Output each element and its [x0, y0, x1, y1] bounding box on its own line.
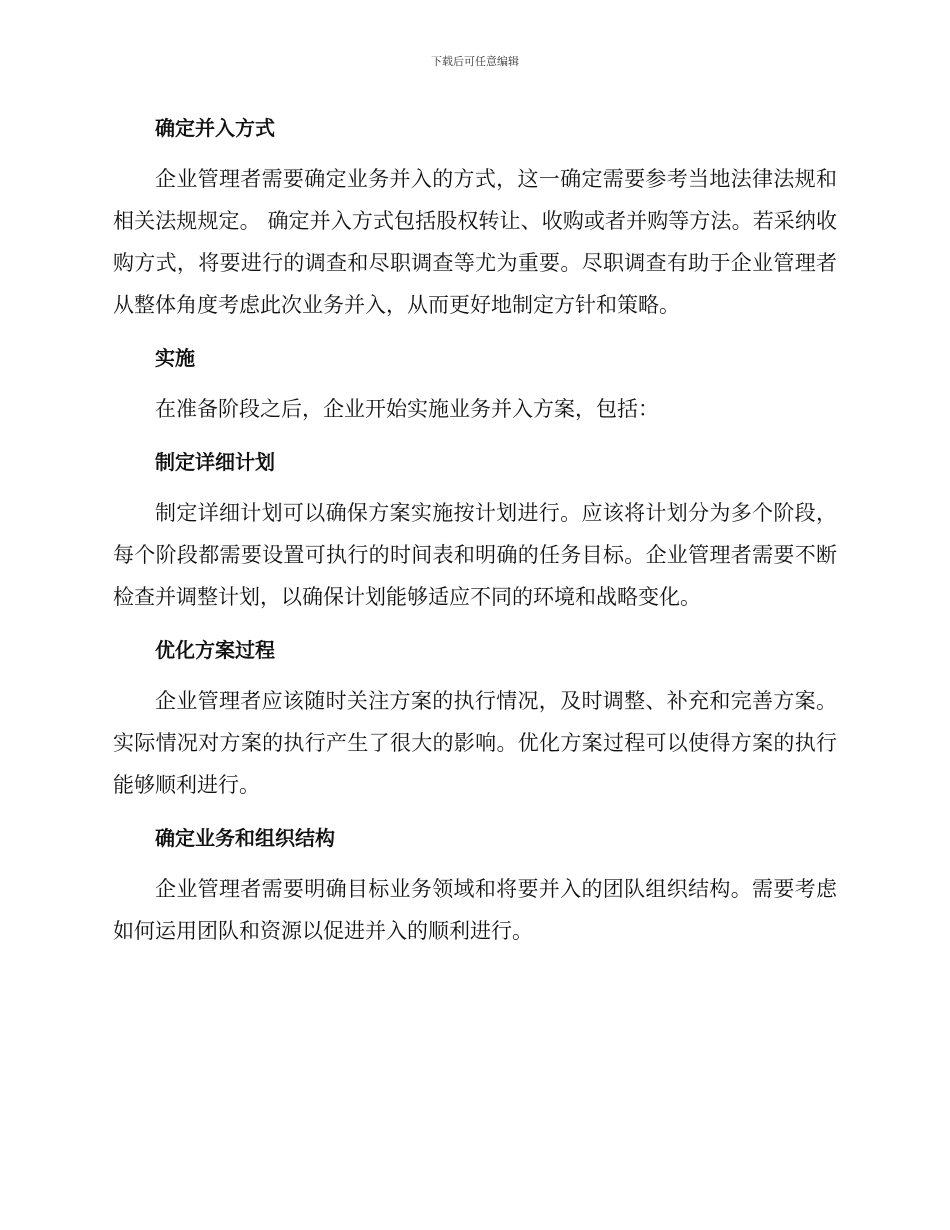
section-paragraph-merger-method: 企业管理者需要确定业务并入的方式，这一确定需要参考当地法律法规和相关法规规定。 确定并入方式包括股权转让、收购或者并购等方法。若采纳收购方式，将要进行的调查和尽职调查等尤为重要。尽职调查有助于企业管理者从整体角度考虑此次业务并入，从而更好地制定方针和策略。	[113, 167, 837, 317]
section-heading-optimize-process: 优化方案过程	[155, 638, 275, 662]
section-paragraph-optimize-process: 企业管理者应该随时关注方案的执行情况，及时调整、补充和完善方案。实际情况对方案的执行产生了很大的影响。优化方案过程可以使得方案的执行能够顺利进行。	[113, 689, 837, 797]
section-heading-business-structure: 确定业务和组织结构	[155, 826, 335, 850]
section-paragraph-business-structure: 企业管理者需要明确目标业务领域和将要并入的团队组织结构。需要考虑如何运用团队和资源以促进并入的顺利进行。	[113, 877, 837, 943]
header-note: 下载后可任意编辑	[431, 55, 519, 68]
section-paragraph-detailed-plan: 制定详细计划可以确保方案实施按计划进行。应该将计划分为多个阶段，每个阶段都需要设置可执行的时间表和明确的任务目标。企业管理者需要不断检查并调整计划，以确保计划能够适应不同的环境和战略变化。	[113, 501, 837, 609]
section-heading-detailed-plan: 制定详细计划	[155, 450, 275, 474]
section-heading-implementation: 实施	[155, 346, 195, 370]
document-body	[113, 110, 837, 952]
section-paragraph-implementation: 在准备阶段之后，企业开始实施业务并入方案，包括：	[155, 397, 659, 421]
section-heading-merger-method: 确定并入方式	[155, 116, 275, 140]
